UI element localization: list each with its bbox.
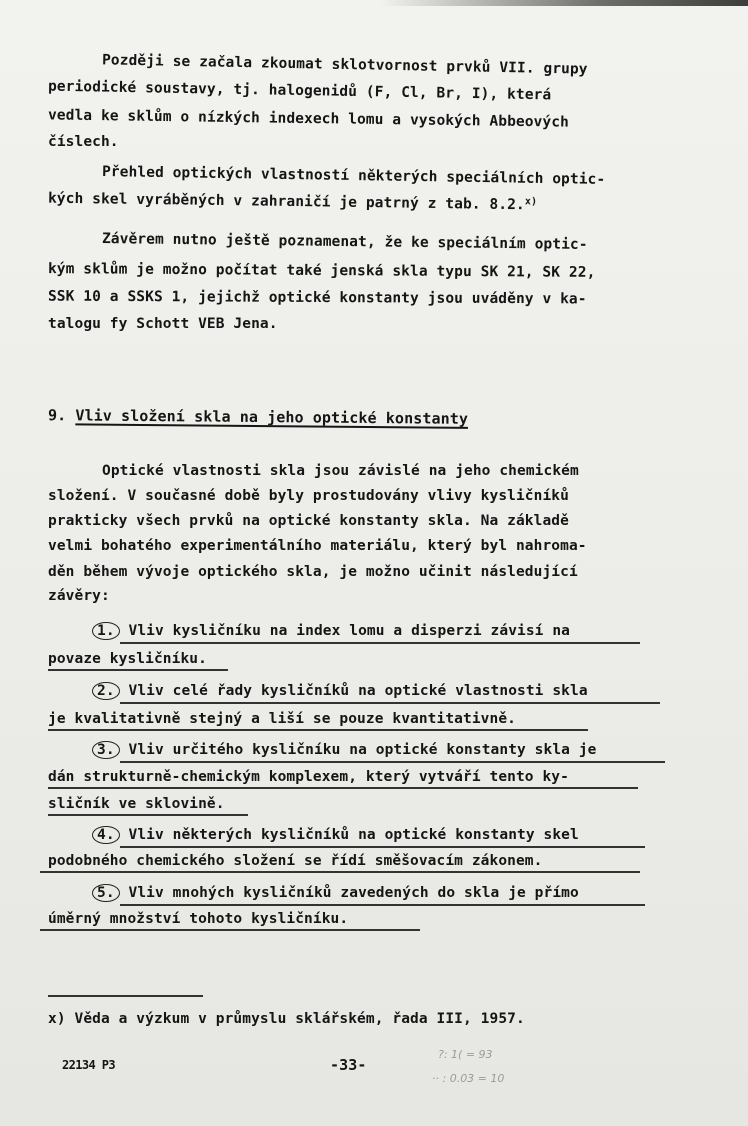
intro-p3-line-2: kým sklům je možno počítat také jenská skla typu SK 21, SK 22, [47,261,596,281]
section-intro-line-5: děn během vývoje optického skla, je možno učinit následující [48,564,578,580]
intro-p1-line-4: číslech. [48,134,119,150]
section-intro-line-3: prakticky všech prvků na optické konstanty skla. Na základě [48,513,569,529]
item-3-line-1 [98,741,597,759]
item-3-line-2: dán strukturně-chemickým komplexem, který vytváří tento ky- [48,769,569,785]
pencil-note-2: ·· : 0.03 = 10 [432,1072,505,1085]
document-code: 22134 P3 [62,1058,115,1072]
intro-p1-line-3: vedla ke sklům o nízkých indexech lomu a vysokých Abbeových [47,107,570,131]
item-2-number: 2. [92,682,120,700]
footnote-mark: x) [524,196,538,208]
item-2-text-1: Vliv celé řady kysličníků na optické vlastnosti skla [128,683,588,699]
section-intro-line-1: Optické vlastnosti skla jsou závislé na jeho chemickém [102,463,579,479]
item-5-underline-2 [40,929,420,931]
item-3-underline-3 [48,814,248,816]
section-title: Vliv složení skla na jeho optické konstanty [75,406,469,428]
section-number: 9. [47,406,67,425]
item-3-underline-1 [120,761,665,763]
intro-p2-line-2 [48,190,537,217]
item-4-line-2: podobného chemického složení se řídí směšovacím zákonem. [48,853,543,869]
footnote-text: x) Věda a výzkum v průmyslu sklářském, řada III, 1957. [48,1011,525,1027]
intro-p2-line-2-text: kých skel vyráběných v zahraničí je patrný z tab. 8.2. [47,190,525,214]
item-4-underline-2 [40,871,640,873]
item-1-line-2: povaze kysličníku. [48,651,207,667]
scan-shadow [380,0,748,6]
intro-p3-line-3: SSK 10 a SSKS 1, jejichž optické konstanty jsou uváděny v ka- [47,288,587,308]
intro-p1-line-1: Později se začala zkoumat sklotvornost prvků VII. grupy [101,52,588,78]
item-4-text-1: Vliv některých kysličníků na optické konstanty skel [128,827,579,843]
item-1-underline-2 [48,669,228,671]
item-3-line-3: sličník ve sklovině. [48,796,225,812]
item-1-underline-1 [120,642,640,644]
pencil-note-1: ?: 1( = 93 [438,1048,493,1061]
section-intro-line-6: závěry: [48,588,110,604]
item-3-number: 3. [92,741,120,759]
item-5-number: 5. [92,884,120,902]
item-3-underline-2 [48,787,638,789]
section-intro-line-4: velmi bohatého experimentálního materiálu, který byl nahroma- [48,538,587,554]
footnote-separator [48,995,203,997]
item-5-line-1 [98,884,579,902]
item-2-line-2: je kvalitativně stejný a liší se pouze kvantitativně. [48,711,516,727]
item-5-text-1: Vliv mnohých kysličníků zavedených do skla je přímo [128,885,579,901]
intro-p3-line-4: talogu fy Schott VEB Jena. [48,316,278,332]
item-1-line-1 [98,622,570,640]
intro-p2-line-1: Přehled optických vlastností některých speciálních optic- [101,164,606,188]
section-heading [48,406,468,428]
item-2-line-1 [98,682,588,700]
item-2-underline-1 [120,702,660,704]
item-2-underline-2 [48,729,588,731]
page-number: -33- [330,1056,367,1074]
item-1-text-1: Vliv kysličníku na index lomu a disperzi závisí na [128,623,571,639]
intro-p3-line-1: Závěrem nutno ještě poznamenat, že ke speciálním optic- [101,231,588,253]
item-4-number: 4. [92,826,120,844]
item-5-line-2: úměrný množství tohoto kysličníku. [48,911,349,927]
item-1-number: 1. [92,622,120,640]
intro-p1-line-2: periodické soustavy, tj. halogenidů (F, Cl, Br, I), která [47,78,552,104]
item-3-text-1: Vliv určitého kysličníku na optické konstanty skla je [128,742,597,758]
item-4-underline-1 [120,846,645,848]
section-intro-line-2: složení. V současné době byly prostudovány vlivy kysličníků [48,488,569,504]
item-4-line-1 [98,826,579,844]
item-5-underline-1 [120,904,645,906]
